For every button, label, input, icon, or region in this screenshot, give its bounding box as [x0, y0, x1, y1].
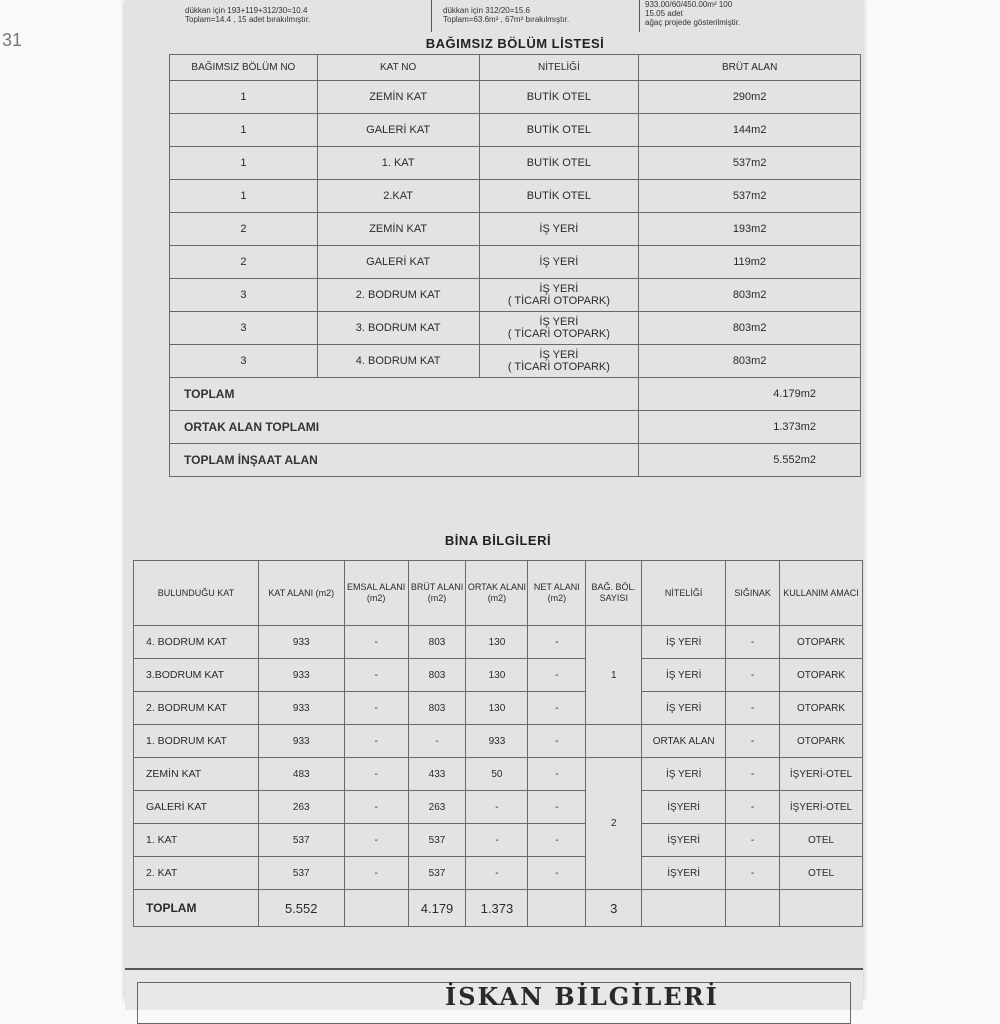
purpose-cell: İŞYERİ-OTEL	[780, 758, 863, 791]
table-row	[134, 857, 863, 890]
net-cell: -	[528, 857, 586, 890]
top-note-right-line1: 933.00/60/450.00m² 100	[645, 0, 733, 9]
table-row	[134, 626, 863, 659]
total-label: TOPLAM İNŞAAT ALAN	[170, 444, 639, 477]
total-row	[170, 378, 861, 411]
top-note-left-line2: Toplam=14.4 , 15 adet bırakılmıştır.	[185, 15, 311, 24]
unit-no-cell: 1	[170, 114, 318, 147]
table-row	[170, 246, 861, 279]
unit-type-text: BUTİK OTEL	[526, 157, 591, 169]
shelter-cell: -	[726, 659, 780, 692]
unit-type-subtext: ( TİCARİ OTOPARK)	[507, 328, 610, 340]
purpose-cell: OTOPARK	[780, 626, 863, 659]
unit-no-cell: 1	[170, 147, 318, 180]
shelter-cell: -	[726, 692, 780, 725]
unit-count-cell: 1	[586, 626, 642, 725]
net-cell: -	[528, 692, 586, 725]
top-note-middle-line1: dükkan için 312/20=15.6	[443, 6, 530, 15]
emsal-cell: -	[344, 692, 408, 725]
total-value: 4.179m2	[639, 378, 861, 411]
shelter-cell: -	[726, 725, 780, 758]
type-cell: İŞYERİ	[642, 824, 726, 857]
table-row	[170, 213, 861, 246]
unit-type-cell	[479, 312, 639, 345]
net-cell: -	[528, 791, 586, 824]
net-cell: -	[528, 824, 586, 857]
type-cell: İŞYERİ	[642, 857, 726, 890]
total-value: 1.373m2	[639, 411, 861, 444]
brut-cell: 537	[408, 824, 466, 857]
table-row	[170, 312, 861, 345]
bina-header-row	[134, 561, 863, 626]
purpose-cell: OTEL	[780, 824, 863, 857]
total-label: TOPLAM	[170, 378, 639, 411]
unit-floor-cell: GALERİ KAT	[317, 114, 479, 147]
brut-cell: 537	[408, 857, 466, 890]
bottom-heading: İSKAN BİLGİLERİ	[445, 982, 719, 1011]
floor-cell: 4. BODRUM KAT	[134, 626, 259, 659]
unit-area-cell: 193m2	[639, 213, 861, 246]
ortak-cell: -	[466, 857, 528, 890]
ortak-cell: 130	[466, 659, 528, 692]
unit-area-cell: 119m2	[639, 246, 861, 279]
unit-type-cell	[479, 246, 639, 279]
total-row	[134, 890, 863, 927]
brut-cell: -	[408, 725, 466, 758]
net-cell: -	[528, 659, 586, 692]
emsal-cell: -	[344, 791, 408, 824]
ortak-cell: 130	[466, 692, 528, 725]
unit-area-cell: 144m2	[639, 114, 861, 147]
bina-header-cell: BAĞ. BÖL. SAYISI	[586, 561, 642, 626]
emsal-cell: -	[344, 659, 408, 692]
bottom-section	[125, 968, 863, 1010]
unit-floor-cell: 4. BODRUM KAT	[317, 345, 479, 378]
total-shelter	[726, 890, 780, 927]
floor-cell: GALERİ KAT	[134, 791, 259, 824]
unit-type-subtext: ( TİCARİ OTOPARK)	[507, 295, 610, 307]
total-value: 5.552m2	[639, 444, 861, 477]
unit-floor-cell: 2. BODRUM KAT	[317, 279, 479, 312]
table-row	[170, 114, 861, 147]
top-notes-strip	[125, 0, 863, 32]
bina-table-title: BİNA BİLGİLERİ	[444, 533, 552, 548]
unit-type-text: İŞ YERİ	[539, 349, 579, 361]
table-row	[170, 345, 861, 378]
purpose-cell: OTOPARK	[780, 659, 863, 692]
net-cell: -	[528, 725, 586, 758]
ortak-cell: 50	[466, 758, 528, 791]
brut-cell: 803	[408, 659, 466, 692]
shelter-cell: -	[726, 857, 780, 890]
table-row	[170, 279, 861, 312]
table-row	[134, 725, 863, 758]
page-number: 31	[1, 30, 22, 50]
building-info-table	[133, 560, 863, 927]
shelter-cell: -	[726, 791, 780, 824]
table-row	[134, 659, 863, 692]
unit-type-text: İŞ YERİ	[539, 283, 579, 295]
kat-alani-cell: 537	[258, 857, 344, 890]
unit-area-cell: 803m2	[639, 279, 861, 312]
unit-type-cell	[479, 147, 639, 180]
units-table-title: BAĞIMSIZ BÖLÜM LİSTESİ	[425, 36, 605, 51]
floor-cell: ZEMİN KAT	[134, 758, 259, 791]
total-type	[642, 890, 726, 927]
units-header-cell: KAT NO	[317, 55, 479, 81]
total-net	[528, 890, 586, 927]
brut-cell: 803	[408, 692, 466, 725]
ortak-cell: -	[466, 824, 528, 857]
purpose-cell: OTEL	[780, 857, 863, 890]
top-divider-2	[639, 0, 640, 32]
independent-units-table	[169, 54, 861, 477]
unit-floor-cell: GALERİ KAT	[317, 246, 479, 279]
table-row	[134, 692, 863, 725]
unit-type-cell	[479, 114, 639, 147]
unit-type-subtext: ( TİCARİ OTOPARK)	[507, 361, 610, 373]
unit-area-cell: 290m2	[639, 81, 861, 114]
emsal-cell: -	[344, 626, 408, 659]
units-header-cell: NİTELİĞİ	[479, 55, 639, 81]
shelter-cell: -	[726, 758, 780, 791]
bina-header-cell: EMSAL ALANI (m2)	[344, 561, 408, 626]
floor-cell: 3.BODRUM KAT	[134, 659, 259, 692]
kat-alani-cell: 263	[258, 791, 344, 824]
unit-no-cell: 3	[170, 345, 318, 378]
bina-header-cell: BULUNDUĞU KAT	[134, 561, 259, 626]
top-note-middle-line2: Toplam=63.6m² , 67m² bırakılmıştır.	[443, 15, 570, 24]
bina-header-cell: KAT ALANI (m2)	[258, 561, 344, 626]
purpose-cell: OTOPARK	[780, 692, 863, 725]
total-purpose	[780, 890, 863, 927]
unit-area-cell: 537m2	[639, 180, 861, 213]
table-row	[170, 180, 861, 213]
shelter-cell: -	[726, 626, 780, 659]
purpose-cell: OTOPARK	[780, 725, 863, 758]
top-note-left	[185, 6, 435, 24]
unit-floor-cell: ZEMİN KAT	[317, 213, 479, 246]
units-header-cell: BAĞIMSIZ BÖLÜM NO	[170, 55, 318, 81]
total-row	[170, 444, 861, 477]
table-row	[134, 791, 863, 824]
unit-no-cell: 2	[170, 246, 318, 279]
kat-alani-cell: 483	[258, 758, 344, 791]
bina-header-cell: NET ALANI (m2)	[528, 561, 586, 626]
emsal-cell: -	[344, 857, 408, 890]
table-row	[134, 758, 863, 791]
bina-header-cell: ORTAK ALANI (m2)	[466, 561, 528, 626]
type-cell: İŞ YERİ	[642, 626, 726, 659]
top-divider-1	[431, 0, 432, 32]
floor-cell: 1. KAT	[134, 824, 259, 857]
unit-type-text: BUTİK OTEL	[526, 91, 591, 103]
table-row	[170, 81, 861, 114]
unit-type-cell	[479, 345, 639, 378]
total-brut: 4.179	[408, 890, 466, 927]
unit-type-text: İŞ YERİ	[539, 256, 579, 268]
unit-area-cell: 803m2	[639, 312, 861, 345]
top-note-right-line2: 15.05 adet	[645, 9, 683, 18]
top-note-middle	[443, 6, 643, 24]
purpose-cell: İŞYERİ-OTEL	[780, 791, 863, 824]
unit-type-cell	[479, 279, 639, 312]
total-floor-area: 5.552	[258, 890, 344, 927]
unit-area-cell: 803m2	[639, 345, 861, 378]
ortak-cell: 130	[466, 626, 528, 659]
table-row	[170, 147, 861, 180]
floor-cell: 2. BODRUM KAT	[134, 692, 259, 725]
unit-area-cell: 537m2	[639, 147, 861, 180]
type-cell: İŞ YERİ	[642, 692, 726, 725]
type-cell: İŞ YERİ	[642, 659, 726, 692]
unit-count-cell	[586, 725, 642, 758]
unit-type-cell	[479, 180, 639, 213]
unit-floor-cell: 3. BODRUM KAT	[317, 312, 479, 345]
unit-no-cell: 1	[170, 180, 318, 213]
emsal-cell: -	[344, 725, 408, 758]
net-cell: -	[528, 758, 586, 791]
unit-type-text: BUTİK OTEL	[526, 124, 591, 136]
top-note-right	[645, 0, 855, 27]
emsal-cell: -	[344, 758, 408, 791]
unit-floor-cell: 2.KAT	[317, 180, 479, 213]
total-units: 3	[586, 890, 642, 927]
unit-no-cell: 2	[170, 213, 318, 246]
bina-header-cell: NİTELİĞİ	[642, 561, 726, 626]
table-row	[134, 824, 863, 857]
unit-no-cell: 1	[170, 81, 318, 114]
bina-header-cell: KULLANIM AMACI	[780, 561, 863, 626]
unit-type-cell	[479, 81, 639, 114]
emsal-cell: -	[344, 824, 408, 857]
unit-no-cell: 3	[170, 312, 318, 345]
net-cell: -	[528, 626, 586, 659]
shelter-cell: -	[726, 824, 780, 857]
unit-count-cell: 2	[586, 758, 642, 890]
total-ortak: 1.373	[466, 890, 528, 927]
ortak-cell: -	[466, 791, 528, 824]
bina-header-cell: BRÜT ALANI (m2)	[408, 561, 466, 626]
kat-alani-cell: 537	[258, 824, 344, 857]
type-cell: İŞYERİ	[642, 791, 726, 824]
total-row	[170, 411, 861, 444]
brut-cell: 433	[408, 758, 466, 791]
unit-type-text: İŞ YERİ	[539, 316, 579, 328]
kat-alani-cell: 933	[258, 725, 344, 758]
type-cell: İŞ YERİ	[642, 758, 726, 791]
top-note-right-line3: ağaç projede gösterilmiştir.	[645, 18, 741, 27]
unit-floor-cell: 1. KAT	[317, 147, 479, 180]
brut-cell: 803	[408, 626, 466, 659]
total-label: TOPLAM	[134, 890, 259, 927]
floor-cell: 1. BODRUM KAT	[134, 725, 259, 758]
units-header-cell: BRÜT ALAN	[639, 55, 861, 81]
unit-type-cell	[479, 213, 639, 246]
kat-alani-cell: 933	[258, 659, 344, 692]
total-label: ORTAK ALAN TOPLAMI	[170, 411, 639, 444]
kat-alani-cell: 933	[258, 692, 344, 725]
brut-cell: 263	[408, 791, 466, 824]
unit-floor-cell: ZEMİN KAT	[317, 81, 479, 114]
top-note-left-line1: dükkan için 193+119+312/30=10.4	[185, 6, 308, 15]
floor-cell: 2. KAT	[134, 857, 259, 890]
ortak-cell: 933	[466, 725, 528, 758]
units-header-row	[170, 55, 861, 81]
kat-alani-cell: 933	[258, 626, 344, 659]
unit-type-text: BUTİK OTEL	[526, 190, 591, 202]
total-emsal	[344, 890, 408, 927]
type-cell: ORTAK ALAN	[642, 725, 726, 758]
document-sheet	[125, 0, 863, 1011]
bina-header-cell: SIĞINAK	[726, 561, 780, 626]
unit-type-text: İŞ YERİ	[539, 223, 579, 235]
unit-no-cell: 3	[170, 279, 318, 312]
